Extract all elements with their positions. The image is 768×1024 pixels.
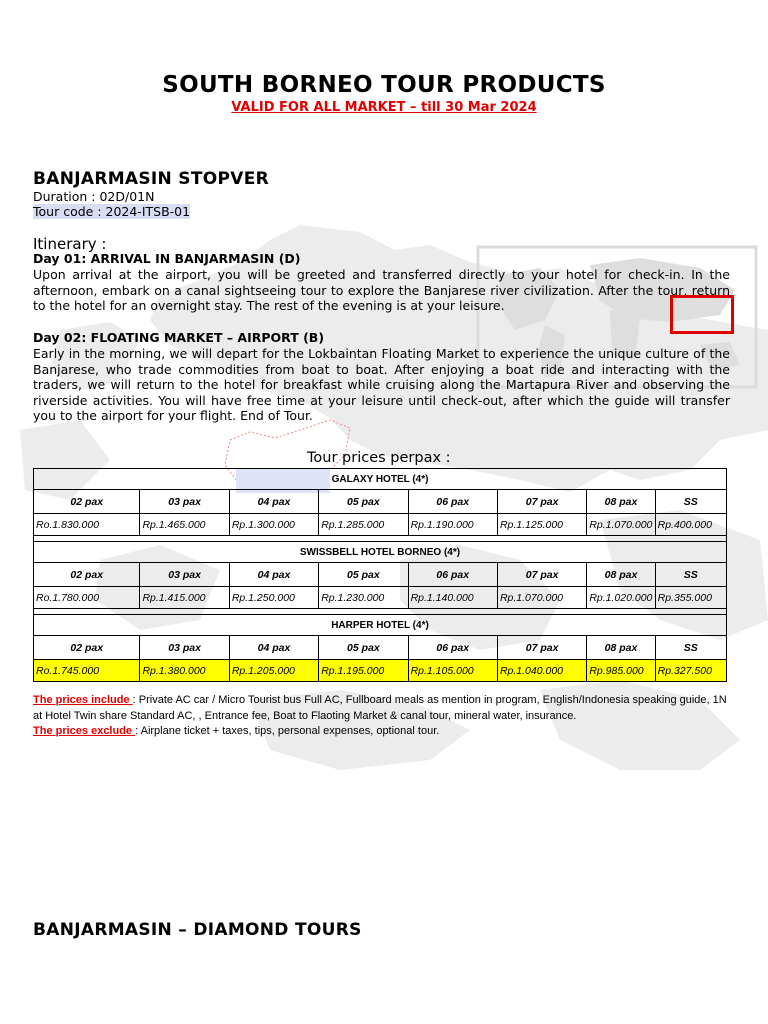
hotel-row (34, 615, 727, 636)
pax-header-row (34, 563, 727, 587)
pax-header-cell: 06 pax (408, 563, 497, 587)
pax-header-cell: 02 pax (34, 490, 140, 514)
pax-header-row (34, 490, 727, 514)
pax-header-cell: 02 pax (34, 563, 140, 587)
price-cell: Ro.1.780.000 (34, 587, 140, 609)
price-cell: Rp.1.205.000 (229, 660, 318, 682)
pax-header-cell: 04 pax (229, 490, 318, 514)
price-row (34, 660, 727, 682)
package-duration: Duration : 02D/01N (33, 189, 155, 204)
pax-header-cell: 07 pax (497, 490, 586, 514)
page-title: SOUTH BORNEO TOUR PRODUCTS (162, 72, 606, 98)
hotel-row (34, 542, 727, 563)
price-cell: Rp.1.300.000 (229, 514, 318, 536)
price-cell: Rp.1.195.000 (319, 660, 408, 682)
price-row (34, 514, 727, 536)
price-cell: Rp.400.000 (655, 514, 726, 536)
pax-header-cell: 04 pax (229, 636, 318, 660)
pax-header-cell: SS (655, 636, 726, 660)
package2-title: BANJARMASIN – DIAMOND TOURS (33, 920, 362, 940)
price-table (33, 468, 727, 682)
price-cell: Rp.355.000 (655, 587, 726, 609)
pax-header-cell: SS (655, 563, 726, 587)
price-cell: Rp.1.285.000 (319, 514, 408, 536)
prices-exclude-label: The prices exclude (33, 725, 136, 737)
price-cell: Rp.1.040.000 (497, 660, 586, 682)
pax-header-cell: 05 pax (319, 563, 408, 587)
pax-header-cell: 08 pax (587, 490, 655, 514)
day1-title: Day 01: ARRIVAL IN BANJARMASIN (D) (33, 251, 301, 266)
price-cell: Rp.1.190.000 (408, 514, 497, 536)
price-cell: Rp.985.000 (587, 660, 655, 682)
pax-header-cell: 03 pax (140, 563, 229, 587)
pax-header-cell: 06 pax (408, 490, 497, 514)
tour-prices-label: Tour prices perpax : (307, 450, 451, 466)
package-title: BANJARMASIN STOPVER (33, 169, 270, 189)
pax-header-cell: 05 pax (319, 490, 408, 514)
price-cell: Rp.1.140.000 (408, 587, 497, 609)
price-cell: Rp.1.070.000 (497, 587, 586, 609)
pax-header-cell: 07 pax (497, 563, 586, 587)
pax-header-cell: 05 pax (319, 636, 408, 660)
pax-header-cell: 04 pax (229, 563, 318, 587)
prices-include-text: : Private AC car / Micro Tourist bus Full AC, Fullboard meals as mention in program, English/Indonesia speaking guide, 1N at Hotel Twin share Standard AC, , Entrance fee, Boat to Flaoting Market & canal tour, mineral water, insurance. (33, 694, 727, 722)
prices-include-label: The prices include (33, 694, 133, 706)
hotel-name: GALAXY HOTEL (4*) (34, 469, 727, 490)
price-row (34, 587, 727, 609)
day2-title: Day 02: FLOATING MARKET – AIRPORT (B) (33, 330, 325, 345)
hotel-name: SWISSBELL HOTEL BORNEO (4*) (34, 542, 727, 563)
price-cell: Rp.1.230.000 (319, 587, 408, 609)
price-cell: Rp.1.125.000 (497, 514, 586, 536)
location-marker-box (670, 295, 734, 334)
price-cell: Ro.1.745.000 (34, 660, 140, 682)
price-cell: Rp.1.020.000 (587, 587, 655, 609)
hotel-row (34, 469, 727, 490)
pax-header-cell: 03 pax (140, 636, 229, 660)
pax-header-cell: 03 pax (140, 490, 229, 514)
price-cell: Rp.1.415.000 (140, 587, 229, 609)
day2-description: Early in the morning, we will depart for the Lokbaintan Floating Market to experience the unique culture of the Banjarese, who trade commodities from boat to boat. After enjoying a boat ride and interacting with the traders, we will return to the hotel for breakfast while cruising along the Martapura River and observing the riverside activities. You will have free time at your leisure until check-out, after which the guide will transfer you to the airport for your flight. End of Tour. (33, 346, 730, 424)
prices-exclude-note (33, 724, 733, 740)
validity-note: VALID FOR ALL MARKET – till 30 Mar 2024 (231, 100, 537, 115)
pax-header-cell: 08 pax (587, 563, 655, 587)
itinerary-label: Itinerary : (33, 235, 107, 253)
price-cell: Rp.1.105.000 (408, 660, 497, 682)
prices-include-note (33, 693, 733, 724)
pax-header-cell: SS (655, 490, 726, 514)
day1-description: Upon arrival at the airport, you will be greeted and transferred directly to your hotel for check-in. In the afternoon, embark on a canal sightseeing tour to explore the Banjarese river civilization. After the tour, return to the hotel for an overnight stay. The rest of the evening is at your leisure. (33, 267, 730, 314)
pax-header-cell: 08 pax (587, 636, 655, 660)
price-cell: Ro.1.830.000 (34, 514, 140, 536)
tour-code-text: Tour code : 2024-ITSB-01 (33, 204, 191, 219)
pax-header-cell: 02 pax (34, 636, 140, 660)
price-cell: Rp.1.250.000 (229, 587, 318, 609)
pax-header-cell: 06 pax (408, 636, 497, 660)
hotel-name: HARPER HOTEL (4*) (34, 615, 727, 636)
price-cell: Rp.1.070.000 (587, 514, 655, 536)
package-tour-code (33, 204, 190, 219)
price-cell: Rp.1.465.000 (140, 514, 229, 536)
pax-header-cell: 07 pax (497, 636, 586, 660)
price-cell: Rp.1.380.000 (140, 660, 229, 682)
price-cell: Rp.327.500 (655, 660, 726, 682)
pax-header-row (34, 636, 727, 660)
prices-exclude-text: : Airplane ticket + taxes, tips, personal expenses, optional tour. (135, 725, 440, 737)
